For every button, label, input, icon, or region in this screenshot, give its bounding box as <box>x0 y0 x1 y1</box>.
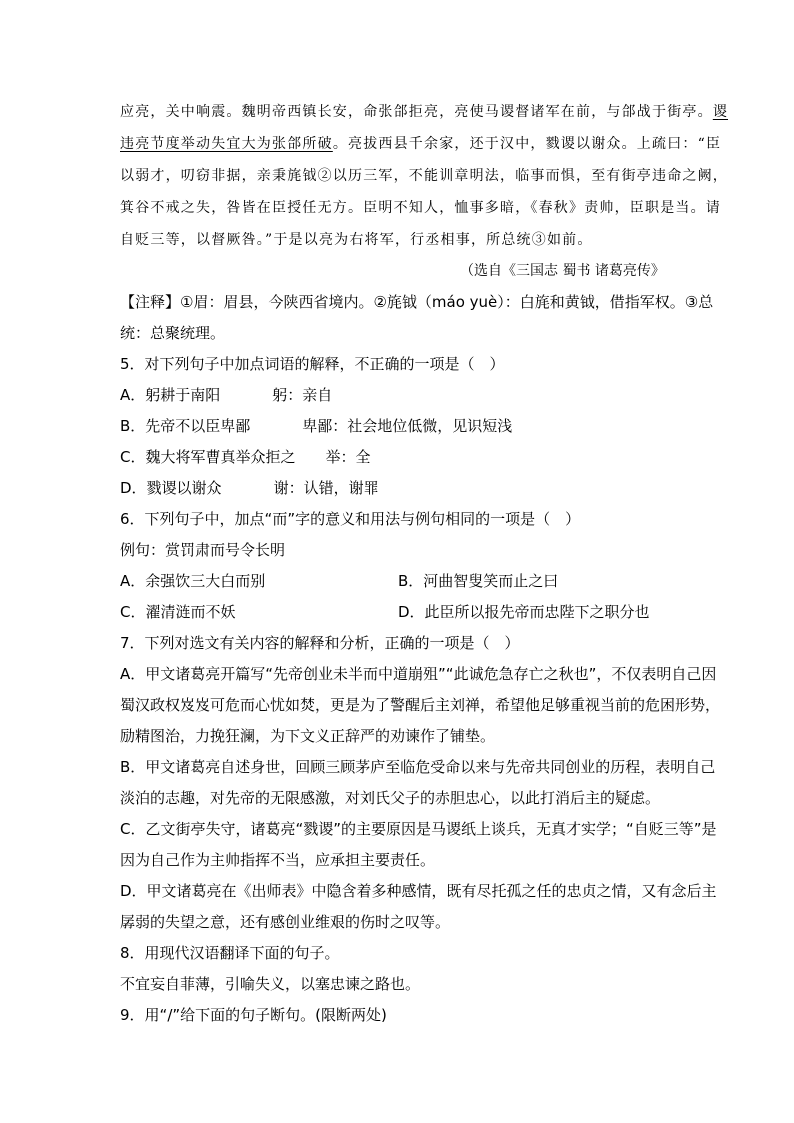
passage-line: 自贬三等，以督厥咎。”于是以亮为右将军，行丞相事，所总统③如前。 <box>120 232 593 248</box>
question-7-stem: 7．下列对选文有关内容的解释和分析，正确的一项是（ ） <box>120 634 520 652</box>
notes-line: 统：总聚统理。 <box>120 324 226 342</box>
q7-option-a: 励精图治，力挽狂澜，为下文义正辞严的劝谏作了铺垫。 <box>120 727 496 745</box>
q5-option-b: B．先帝不以臣卑鄙 卑鄙：社会地位低微，见识短浅 <box>120 417 513 435</box>
q7-option-c: C．乙文街亭失守，诸葛亮“戮谡”的主要原因是马谡纸上谈兵，无真才实学；“自贬三等”是 <box>120 820 717 838</box>
passage-line: 以弱才，叨窃非据，亲秉旄钺②以历三军，不能训章明法，临事而惧，至有街亭违命之阙， <box>120 168 728 184</box>
q6-option-c: C．濯清涟而不妖 <box>120 603 236 621</box>
passage-line: 违亮节度举动失宜大为张郃所破。亮拔西县千余家，还于汉中，戮谡以谢众。上疏曰：“臣 <box>120 136 722 152</box>
q6-option-d: D．此臣所以报先帝而忠陛下之职分也 <box>398 603 650 621</box>
q7-option-b: B．甲文诸葛亮自述身世，回顾三顾茅庐至临危受命以来与先帝共同创业的历程，表明自己 <box>120 758 716 776</box>
q6-option-a: A．余强饮三大白而别 <box>120 572 266 590</box>
q7-option-a: A．甲文诸葛亮开篇写“先帝创业未半而中道崩殂”“此诚危急存亡之秋也”，不仅表明自己因 <box>120 665 717 683</box>
q8-sentence: 不宜妄自菲薄，引喻失义，以塞忠谏之路也。 <box>120 975 421 993</box>
q5-option-a: A．躬耕于南阳 躬：亲自 <box>120 386 333 404</box>
source-citation: （选自《三国志 蜀书 诸葛亮传》 <box>460 263 665 279</box>
q7-option-c: 因为自己作为主帅指挥不当，应承担主要责任。 <box>120 851 436 869</box>
question-8-stem: 8．用现代汉语翻译下面的句子。 <box>120 944 340 962</box>
q6-example: 例句：赏罚肃而号令长明 <box>120 541 286 559</box>
question-5-stem: 5．对下列句子中加点词语的解释，不正确的一项是（ ） <box>120 355 505 373</box>
q6-option-b: B．河曲智叟笑而止之曰 <box>398 572 559 590</box>
question-6-stem: 6．下列句子中，加点“而”字的意义和用法与例句相同的一项是（ ） <box>120 510 581 528</box>
q7-option-b: 淡泊的志趣，对先帝的无限感激，对刘氏父子的赤胆忠心，以此打消后主的疑虑。 <box>120 789 661 807</box>
notes-line: 【注释】①眉：眉县，今陕西省境内。②旄钺（máo yuè）：白旄和黄钺，借指军权。③总 <box>120 293 714 311</box>
passage-line: 应亮，关中响震。魏明帝西镇长安，命张郃拒亮，亮使马谡督诸军在前，与郃战于街亭。谡 <box>120 104 729 120</box>
underlined-phrase: 违亮节度举动失宜大为张郃所破 <box>120 136 333 152</box>
q5-option-d: D．戮谡以谢众 谢：认错，谢罪 <box>120 479 379 497</box>
question-9-stem: 9．用“/”给下面的句子断句。(限断两处) <box>120 1006 387 1024</box>
passage-line: 箕谷不戒之失，咎皆在臣授任无方。臣明不知人，恤事多暗，《春秋》责帅，臣职是当。请 <box>120 200 721 216</box>
q5-option-c: C．魏大将军曹真举众拒之 举：全 <box>120 448 371 466</box>
q7-option-a: 蜀汉政权岌岌可危而心忧如焚，更是为了警醒后主刘禅，希望他足够重视当前的危困形势， <box>120 696 721 714</box>
q7-option-d: 孱弱的失望之意，还有感创业维艰的伤时之叹等。 <box>120 913 451 931</box>
q7-option-d: D．甲文诸葛亮在《出师表》中隐含着多种感情，既有尽托孤之任的忠贞之情，又有念后主 <box>120 882 717 900</box>
